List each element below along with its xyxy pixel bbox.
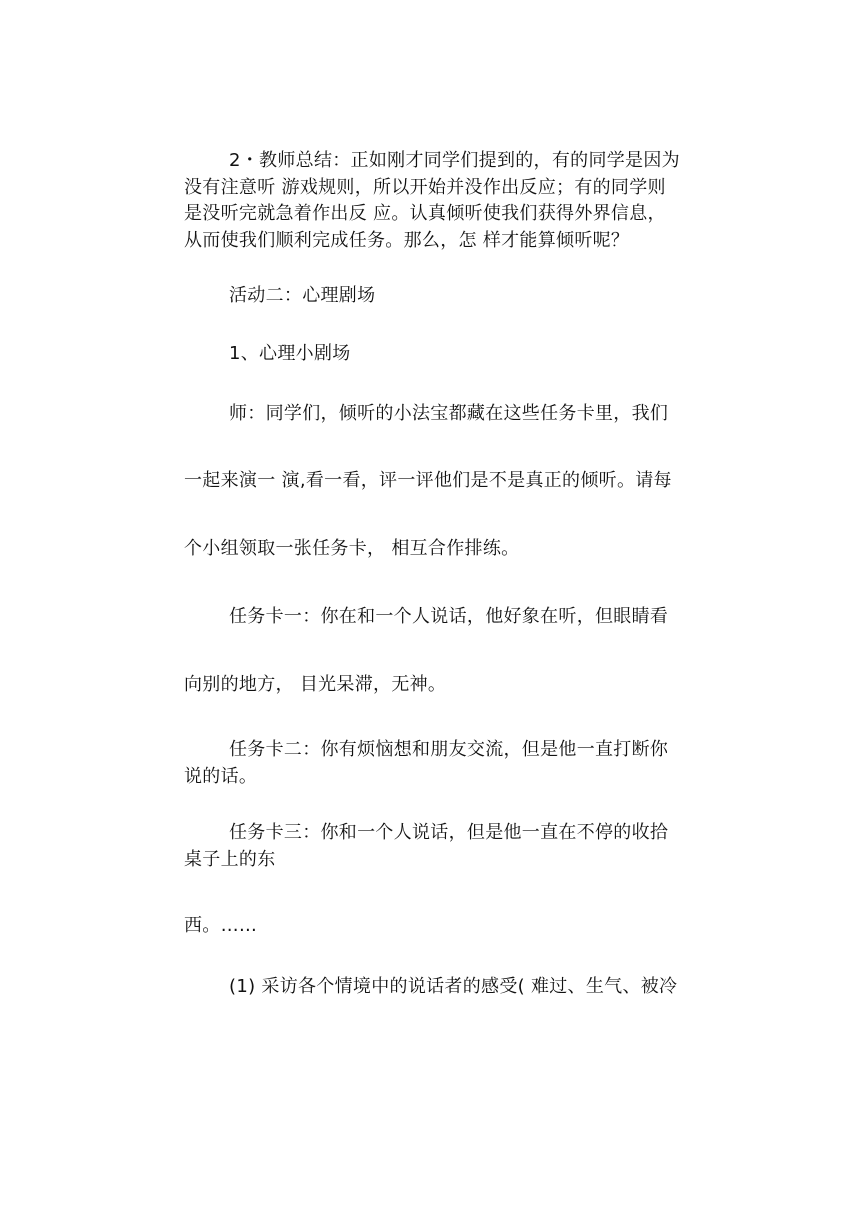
paragraph-line: 桌子上的东 xyxy=(184,849,276,870)
section-heading: 活动二：心理剧场 xyxy=(229,285,376,306)
paragraph-line: 西。…… xyxy=(184,915,258,936)
paragraph-line: 师：同学们，倾听的小法宝都藏在这些任务卡里，我们 xyxy=(229,403,669,424)
paragraph-line: 向别的地方， 目光呆滞，无神。 xyxy=(184,674,447,695)
paragraph-line: 一起来演一 演,看一看，评一评他们是不是真正的倾听。请每 xyxy=(184,470,672,491)
task-card-three: 任务卡三：你和一个人说话，但是他一直在不停的收拾 xyxy=(229,822,669,843)
paragraph-line: 没有注意听 游戏规则，所以开始并没作出反应；有的同学则 xyxy=(184,177,666,198)
list-item: (1) 采访各个情境中的说话者的感受( 难过、生气、被冷 xyxy=(229,976,678,997)
paragraph-line: 2・教师总结：正如刚才同学们提到的，有的同学是因为 xyxy=(229,150,680,171)
paragraph-line: 从而使我们顺利完成任务。那么，怎 样才能算倾听呢？ xyxy=(184,230,630,251)
task-card-one: 任务卡一：你在和一个人说话，他好象在听，但眼睛看 xyxy=(229,606,669,627)
task-card-two: 任务卡二：你有烦恼想和朋友交流，但是他一直打断你 xyxy=(229,739,669,760)
paragraph-line: 是没听完就急着作出反 应。认真倾听使我们获得外界信息， xyxy=(184,203,666,224)
paragraph-line: 说的话。 xyxy=(184,766,258,787)
paragraph-line: 个小组领取一张任务卡， 相互合作排练。 xyxy=(184,538,520,559)
subsection-heading: 1、心理小剧场 xyxy=(229,343,351,364)
